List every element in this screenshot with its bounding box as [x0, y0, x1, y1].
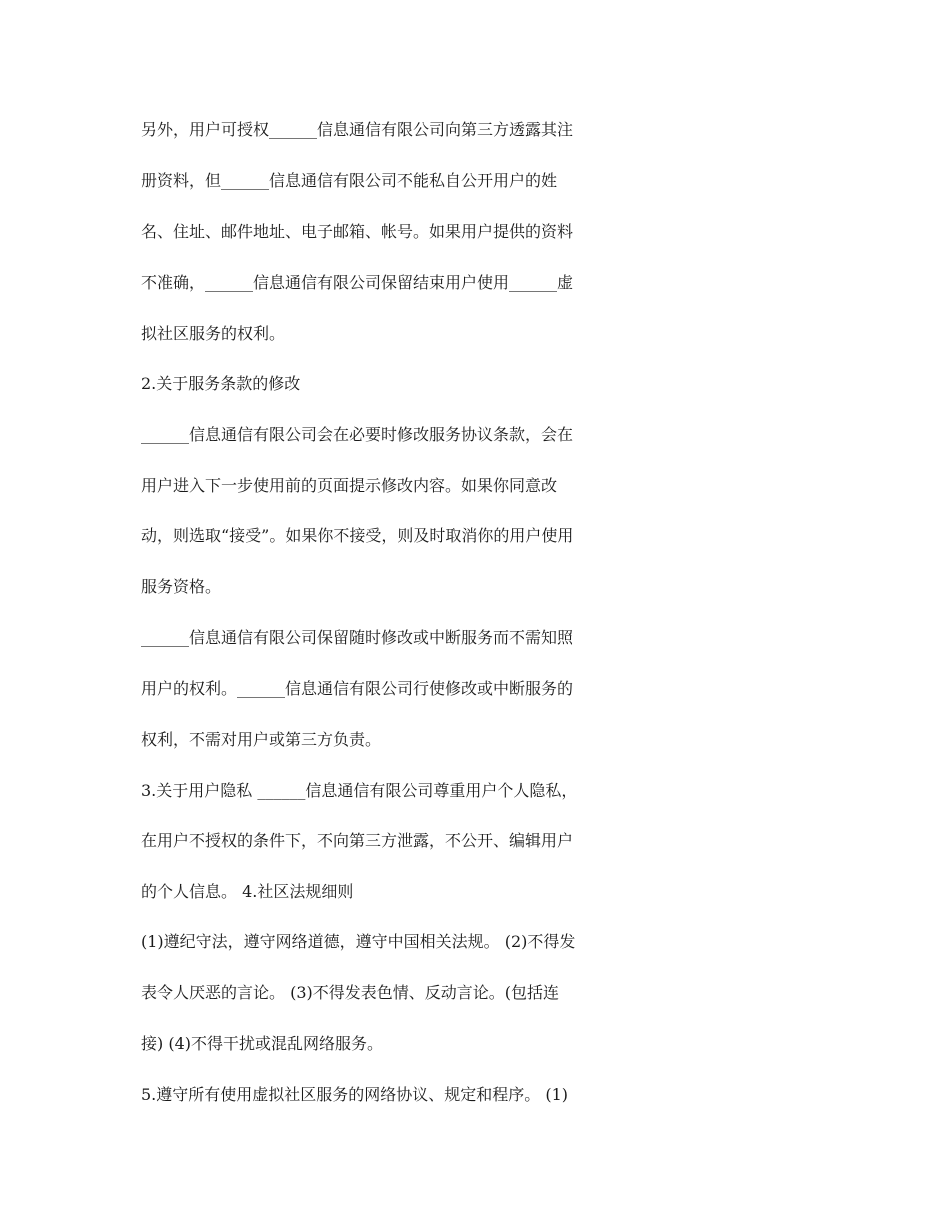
text-line: 的个人信息。 4.社区法规细则	[141, 882, 354, 901]
text-line: ______信息通信有限公司保留随时修改或中断服务而不需知照	[141, 628, 574, 647]
text-line: 不准确，______信息通信有限公司保留结束用户使用______虚	[141, 273, 574, 292]
text-line: 动，则选取“接受”。如果你不接受，则及时取消你的用户使用	[141, 526, 574, 545]
text-line: ______信息通信有限公司会在必要时修改服务协议条款，会在	[141, 425, 574, 444]
text-line: 接) (4)不得干扰或混乱网络服务。	[141, 1034, 383, 1053]
text-line: 表令人厌恶的言论。 (3)不得发表色情、反动言论。(包括连	[141, 983, 559, 1002]
text-line: 名、住址、邮件地址、电子邮箱、帐号。如果用户提供的资料	[141, 222, 574, 241]
text-line: 在用户不授权的条件下，不向第三方泄露，不公开、编辑用户	[141, 831, 574, 850]
section-heading: 3.关于用户隐私 ______信息通信有限公司尊重用户个人隐私，	[141, 781, 578, 800]
text-line: 册资料，但______信息通信有限公司不能私自公开用户的姓	[141, 171, 558, 190]
text-line: (1)遵纪守法，遵守网络道德，遵守中国相关法规。 (2)不得发	[141, 932, 576, 951]
text-line: 权利，不需对用户或第三方负责。	[141, 730, 382, 749]
text-line: 另外，用户可授权______信息通信有限公司向第三方透露其注	[141, 120, 574, 139]
text-line: 服务资格。	[141, 577, 222, 596]
text-line: 拟社区服务的权利。	[141, 324, 286, 343]
text-line: 用户进入下一步使用前的页面提示修改内容。如果你同意改	[141, 476, 558, 495]
section-heading: 5.遵守所有使用虚拟社区服务的网络协议、规定和程序。 (1)	[141, 1085, 569, 1104]
text-line: 用户的权利。______信息通信有限公司行使修改或中断服务的	[141, 679, 574, 698]
section-heading: 2.关于服务条款的修改	[141, 374, 301, 393]
